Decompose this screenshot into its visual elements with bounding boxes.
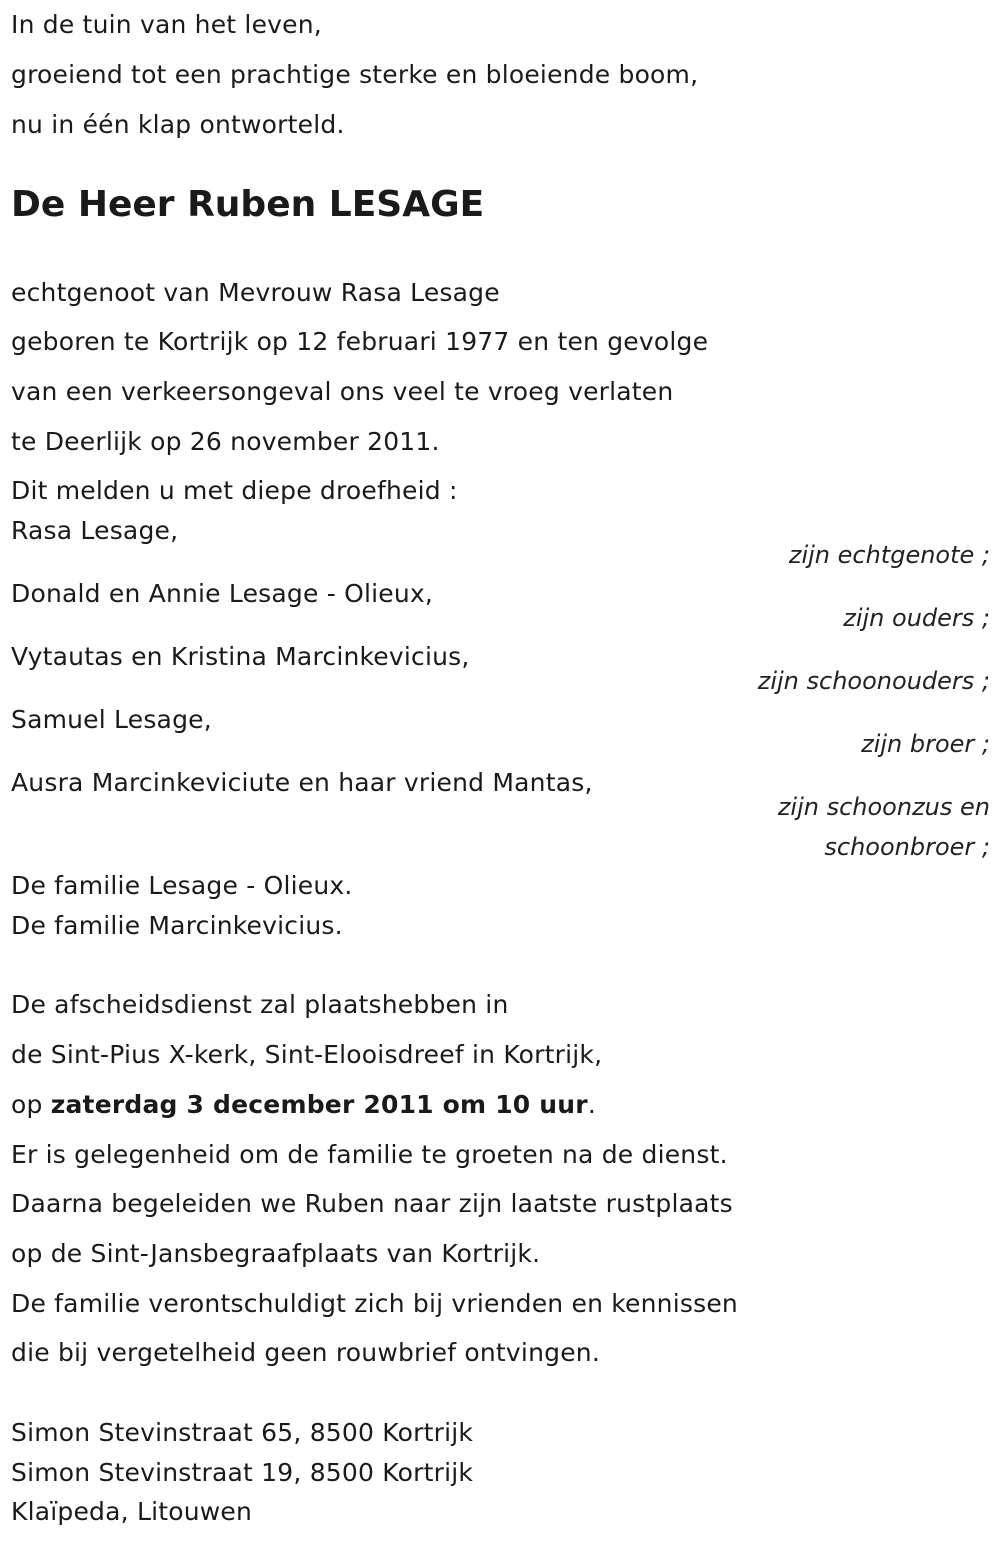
family-member-relation: zijn schoonzus en (777, 793, 990, 821)
family-member-relation: zijn schoonouders ; (757, 667, 990, 695)
family-member-relation: schoonbroer ; (824, 833, 990, 861)
family-line-1: De familie Lesage - Olieux. (11, 871, 353, 900)
service-line-1: De afscheidsdienst zal plaatshebben in (11, 990, 509, 1019)
service-date-suffix: . (587, 1090, 596, 1119)
poem-line-3: nu in één klap ontworteld. (11, 110, 345, 139)
service-date: zaterdag 3 december 2011 om 10 uur (50, 1090, 588, 1119)
family-member-name: Donald en Annie Lesage - Olieux, (11, 579, 434, 608)
service-line-4: Er is gelegenheid om de familie te groeten na de dienst. (11, 1140, 728, 1169)
service-line-6: op de Sint-Jansbegraafplaats van Kortrijk. (11, 1239, 541, 1268)
service-date-line (11, 1090, 596, 1120)
announcement-line: Dit melden u met diepe droefheid : (11, 476, 458, 505)
address-line-3: Klaïpeda, Litouwen (11, 1497, 253, 1526)
family-member-relation: zijn echtgenote ; (788, 541, 990, 569)
intro-line-1: echtgenoot van Mevrouw Rasa Lesage (11, 278, 500, 307)
intro-line-2: geboren te Kortrijk op 12 februari 1977 en ten gevolge (11, 327, 709, 356)
family-member-name: Vytautas en Kristina Marcinkevicius, (11, 642, 470, 671)
intro-line-4: te Deerlijk op 26 november 2011. (11, 427, 440, 456)
address-line-2: Simon Stevinstraat 19, 8500 Kortrijk (11, 1458, 474, 1487)
family-member-relation: zijn broer ; (861, 730, 990, 758)
family-member-name: Rasa Lesage, (11, 516, 179, 545)
service-line-7: De familie verontschuldigt zich bij vrienden en kennissen (11, 1289, 738, 1318)
service-line-8: die bij vergetelheid geen rouwbrief ontvingen. (11, 1338, 600, 1367)
family-member-relation: zijn ouders ; (843, 604, 990, 632)
service-line-2: de Sint-Pius X-kerk, Sint-Elooisdreef in Kortrijk, (11, 1040, 603, 1069)
address-line-1: Simon Stevinstraat 65, 8500 Kortrijk (11, 1418, 474, 1447)
intro-line-3: van een verkeersongeval ons veel te vroeg verlaten (11, 377, 674, 406)
service-line-5: Daarna begeleiden we Ruben naar zijn laatste rustplaats (11, 1189, 733, 1218)
service-date-prefix: op (11, 1090, 51, 1119)
family-member-name: Ausra Marcinkeviciute en haar vriend Mantas, (11, 768, 593, 797)
deceased-name-title: De Heer Ruben LESAGE (11, 184, 485, 225)
family-line-2: De familie Marcinkevicius. (11, 911, 343, 940)
poem-line-2: groeiend tot een prachtige sterke en bloeiende boom, (11, 60, 699, 89)
poem-line-1: In de tuin van het leven, (11, 10, 322, 39)
family-member-name: Samuel Lesage, (11, 705, 212, 734)
